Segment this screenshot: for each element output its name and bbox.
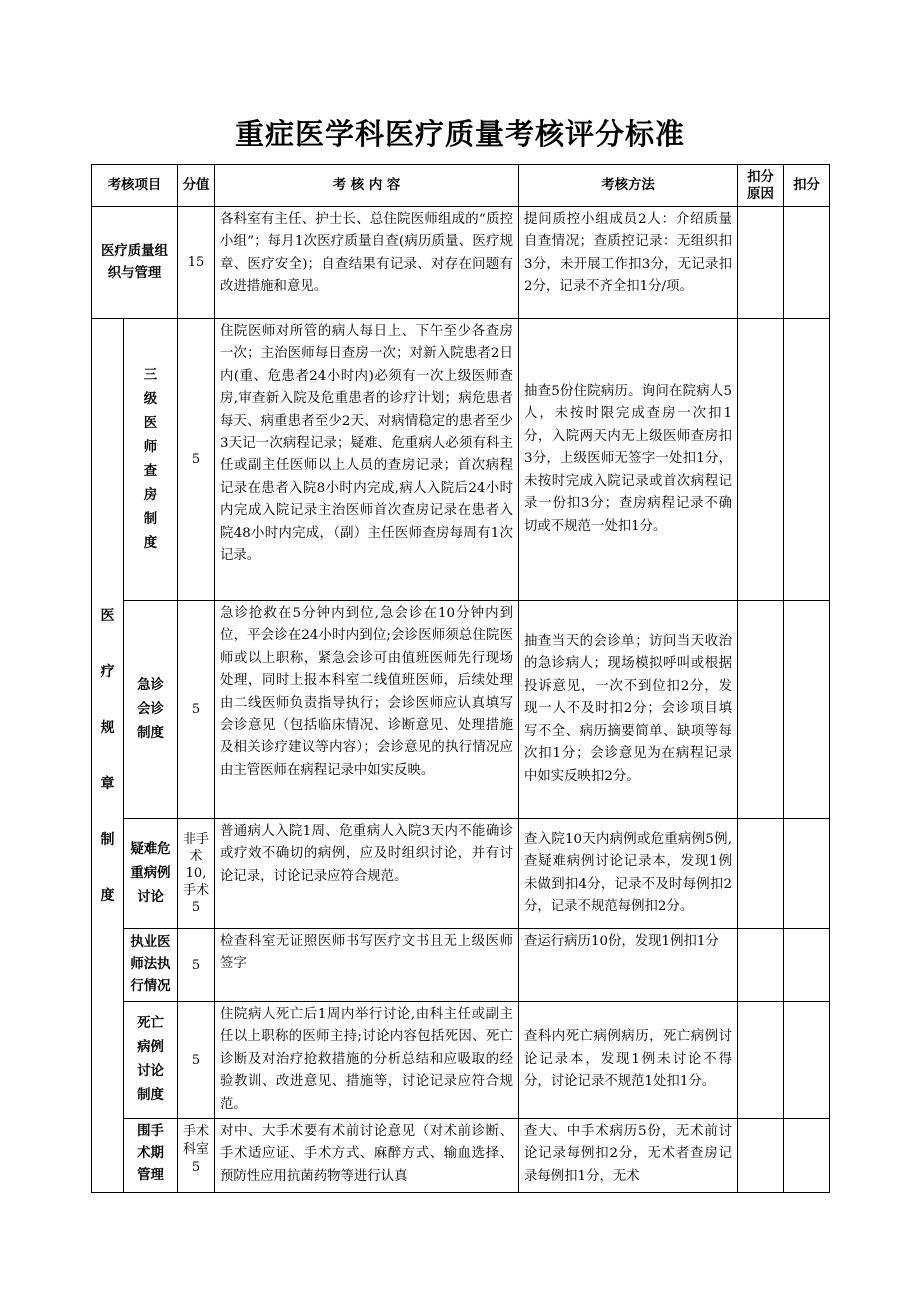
deduct-cell — [784, 819, 830, 929]
header-deduct: 扣分 — [784, 165, 830, 207]
reason-cell — [738, 319, 784, 601]
deduct-cell — [784, 929, 830, 1002]
method-cell: 查运行病历10份，发现1例扣1分 — [519, 929, 738, 1002]
reason-cell — [738, 819, 784, 929]
reason-cell — [738, 1002, 784, 1119]
content-cell: 住院医师对所管的病人每日上、下午至少各查房一次；主治医师每日查房一次；对新入院患者2日内(重、危患者24小时内)必须有一次上级医师查房,审查新入院及危重患者的诊疗计划；病危患者每天、病重患者至少2天、对病情稳定的患者至少3天记一次病程记录；疑难、危重病人必须有科主任或副主任医师以上人员的查房记录；首次病程记录在患者入院8小时内完成,病人入院后24小时内完成入院记录主治医师首次查房记录在患者入院48小时内完成，（副）主任医师查房每周有1次记录。 — [215, 319, 519, 601]
deduct-cell — [784, 601, 830, 819]
method-cell: 抽查5份住院病历。询问在院病人5人，未按时限完成查房一次扣1分，入院两天内无上级医师查房扣3分，上级医师无签字一处扣1分，未按时完成入院记录或首次病程记录一份扣3分；查房病程记录不确切或不规范一处扣1分。 — [519, 319, 738, 601]
score-cell: 5 — [178, 929, 215, 1002]
score-cell: 15 — [178, 207, 215, 319]
item-cell: 疑难危 重病例 讨论 — [124, 819, 178, 929]
reason-cell — [738, 207, 784, 319]
reason-cell — [738, 929, 784, 1002]
content-cell: 普通病人入院1周、危重病人入院3天内不能确诊或疗效不确切的病例，应及时组织讨论，并有讨论记录，讨论记录应符合规范。 — [215, 819, 519, 929]
table-row — [92, 319, 830, 601]
table-row — [92, 207, 830, 319]
group-label-rules: 医 疗 规 章 制 度 — [92, 319, 124, 1193]
item-cell: 死亡 病例 讨论 制度 — [124, 1002, 178, 1119]
header-score: 分值 — [178, 165, 215, 207]
table-row — [92, 1002, 830, 1119]
method-cell: 提问质控小组成员2人：介绍质量自查情况；查质控记录：无组织扣3分，未开展工作扣3分，无记录扣2分，记录不齐全扣1分/项。 — [519, 207, 738, 319]
reason-cell — [738, 1119, 784, 1193]
item-cell: 急诊 会诊 制度 — [124, 601, 178, 819]
method-cell: 查大、中手术病历5份，无术前讨论记录每例扣2分，无术者查房记录每例扣1分，无术 — [519, 1119, 738, 1193]
method-cell: 查入院10天内病例或危重病例5例,查疑难病例讨论记录本，发现1例未做到扣4分，记录不及时每例扣2分，记录不规范每例扣2分。 — [519, 819, 738, 929]
table-row — [92, 819, 830, 929]
deduct-cell — [784, 207, 830, 319]
header-row — [92, 165, 830, 207]
header-content: 考 核 内 容 — [215, 165, 519, 207]
content-cell: 急诊抢救在5分钟内到位,急会诊在10分钟内到位，平会诊在24小时内到位;会诊医师须总住院医师或以上职称，紧急会诊可由值班医师先行现场处理，同时上报本科室二线值班医师，后续处理由二线医师负责指导执行；会诊医师应认真填写会诊意见（包括临床情况、诊断意见、处理措施及相关诊疗建议等内容）；会诊意见的执行情况应由主管医师在病程记录中如实反映。 — [215, 601, 519, 819]
content-cell: 各科室有主任、护士长、总住院医师组成的“质控小组”；每月1次医疗质量自查(病历质量、医疗规章、医疗安全)；自查结果有记录、对存在问题有改进措施和意见。 — [215, 207, 519, 319]
item-cell: 三 级 医 师 查 房 制 度 — [124, 319, 178, 601]
score-cell: 5 — [178, 601, 215, 819]
score-cell: 5 — [178, 1002, 215, 1119]
content-cell: 对中、大手术要有术前讨论意见（对术前诊断、手术适应证、手术方式、麻醉方式、输血选择、预防性应用抗菌药物等进行认真 — [215, 1119, 519, 1193]
reason-cell — [738, 601, 784, 819]
scoring-table — [91, 164, 830, 1193]
content-cell: 检查科室无证照医师书写医疗文书且无上级医师签字 — [215, 929, 519, 1002]
item-cell: 医疗质量组织与管理 — [92, 207, 178, 319]
score-cell: 非手 术 10, 手术 5 — [178, 819, 215, 929]
deduct-cell — [784, 319, 830, 601]
score-cell: 5 — [178, 319, 215, 601]
method-cell: 抽查当天的会诊单；访问当天收治的急诊病人；现场模拟呼叫或根据投诉意见，一次不到位扣2分，发现一人不及时扣2分；会诊项目填写不全、病历摘要简单、缺项等每次扣1分；会诊意见为在病程记录中如实反映扣2分。 — [519, 601, 738, 819]
page-title: 重症医学科医疗质量考核评分标准 — [234, 117, 685, 151]
table-row — [92, 929, 830, 1002]
table-row — [92, 1119, 830, 1193]
header-reason: 扣分原因 — [738, 165, 784, 207]
table-row — [92, 601, 830, 819]
deduct-cell — [784, 1119, 830, 1193]
item-cell: 围手 术期 管理 — [124, 1119, 178, 1193]
method-cell: 查科内死亡病例病历，死亡病例讨论记录本，发现1例未讨论不得分，讨论记录不规范1处扣1分。 — [519, 1002, 738, 1119]
header-method: 考核方法 — [519, 165, 738, 207]
header-item: 考核项目 — [92, 165, 178, 207]
score-cell: 手术 科室 5 — [178, 1119, 215, 1193]
content-cell: 住院病人死亡后1周内举行讨论,由科主任或副主任以上职称的医师主持;讨论内容包括死因、死亡诊断及对治疗抢救措施的分析总结和应吸取的经验教训、改进意见、措施等，讨论记录应符合规范。 — [215, 1002, 519, 1119]
item-cell: 执业医 师法执 行情况 — [124, 929, 178, 1002]
deduct-cell — [784, 1002, 830, 1119]
